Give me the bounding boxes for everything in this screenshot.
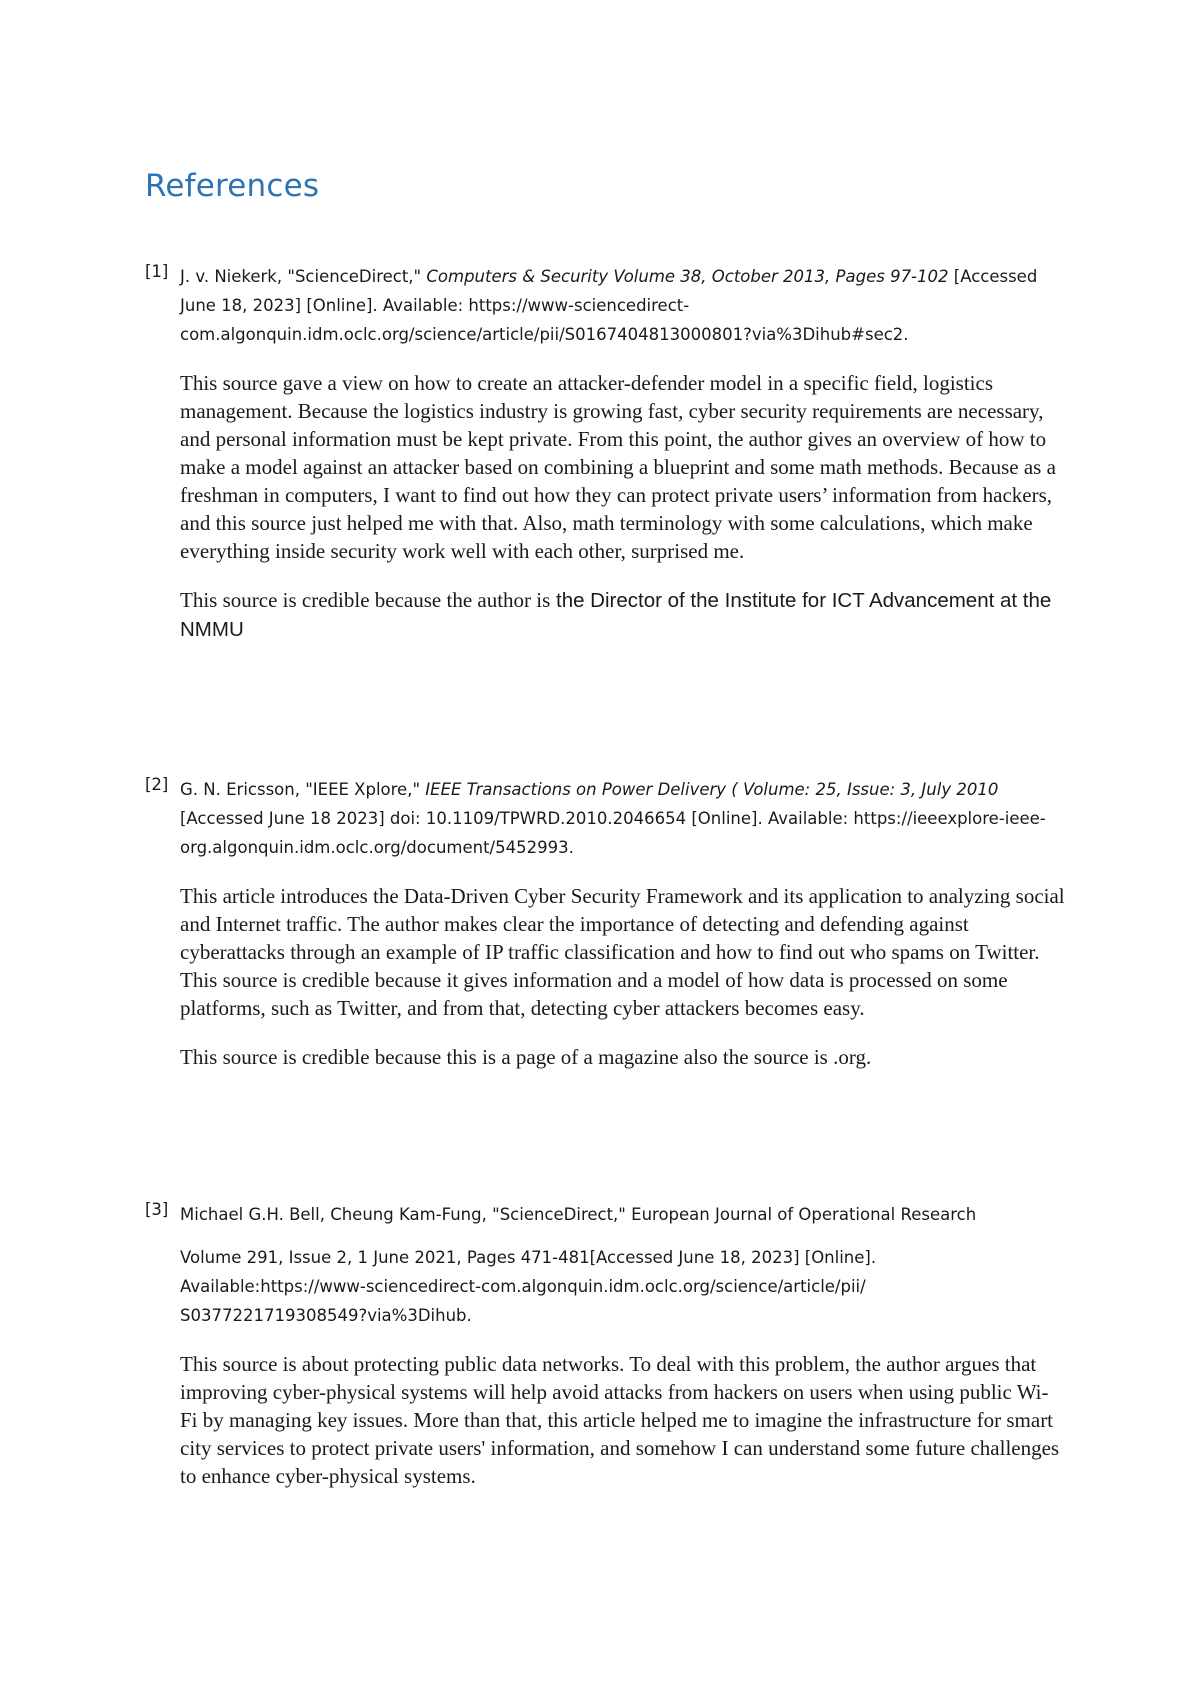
reference-entry-2 xyxy=(145,775,1065,1092)
citation-details: [Accessed June 18, 2023] [Online]. Available: https://www-sciencedirect-com.algonquin.idm.oclc.org/science/article/pii/S0167404813000801?via%3Dihub#sec2. xyxy=(180,267,1038,344)
reference-summary: This source is about protecting public data networks. To deal with this problem, the author argues that improving cyber-physical systems will help avoid attacks from hackers on users when using public Wi-Fi by managing key issues. More than that, this article helped me to imagine the infrastructure for smart city services to protect private users' information, and somehow I can understand some future challenges to enhance cyber-physical systems. xyxy=(180,1352,1060,1488)
reference-entry-1 xyxy=(145,262,1065,665)
citation-author: G. N. Ericsson, "IEEE Xplore," xyxy=(180,780,426,799)
citation-line: Available:https://www-sciencedirect-com.algonquin.idm.oclc.org/science/article/pii/ xyxy=(180,1277,866,1296)
reference-citation xyxy=(180,262,1065,349)
reference-number: [2] xyxy=(145,775,169,794)
page-title: References xyxy=(145,168,320,204)
citation-journal: Computers & Security Volume 38, October 2013, Pages 97-102 xyxy=(426,267,949,286)
citation-line: Volume 291, Issue 2, 1 June 2021, Pages 471-481[Accessed June 18, 2023] [Online]. xyxy=(180,1248,877,1267)
reference-number: [1] xyxy=(145,262,169,281)
credibility-lead: This source is credible because the author is xyxy=(180,588,551,612)
reference-number: [3] xyxy=(145,1200,169,1219)
reference-entry-3 xyxy=(145,1200,1065,1511)
citation-line: Michael G.H. Bell, Cheung Kam-Fung, "ScienceDirect," European Journal of Operational Research xyxy=(180,1205,977,1224)
credibility-tail: the Director of the Institute for ICT Advancement at the NMMU xyxy=(180,589,1052,641)
reference-summary: This article introduces the Data-Driven Cyber Security Framework and its application to analyzing social and Internet traffic. The author makes clear the importance of detecting and defending against cyberattacks through an example of IP traffic classification and how to find out who spams on Twitter. This source is credible because it gives information and a model of how data is processed on some platforms, such as Twitter, and from that, detecting cyber attackers becomes easy. xyxy=(180,884,1065,1020)
reference-summary: This source gave a view on how to create an attacker-defender model in a specific field, logistics management. Because the logistics industry is growing fast, cyber security requirements are necessary, and personal information must be kept private. From this point, the author gives an overview of how to make a model against an attacker based on combining a blueprint and some math methods. Because as a freshman in computers, I want to find out how they can protect private users’ information from hackers, and this source just helped me with that. Also, math terminology with some calculations, which make everything inside security work well with each other, surprised me. xyxy=(180,371,1056,563)
citation-details: [Accessed June 18 2023] doi: 10.1109/TPWRD.2010.2046654 [Online]. Available: https://ieeexplore-ieee-org.algonquin.idm.oclc.org/document/5452993. xyxy=(180,809,1046,857)
citation-author: J. v. Niekerk, "ScienceDirect," xyxy=(180,267,427,286)
citation-line: S0377221719308549?via%3Dihub. xyxy=(180,1306,472,1325)
reference-credibility: This source is credible because this is a page of a magazine also the source is .org. xyxy=(180,1045,872,1069)
reference-citation xyxy=(180,1200,1065,1330)
reference-citation xyxy=(180,775,1065,862)
reference-credibility xyxy=(180,586,1065,644)
citation-journal: IEEE Transactions on Power Delivery ( Volume: 25, Issue: 3, July 2010 xyxy=(425,780,999,799)
